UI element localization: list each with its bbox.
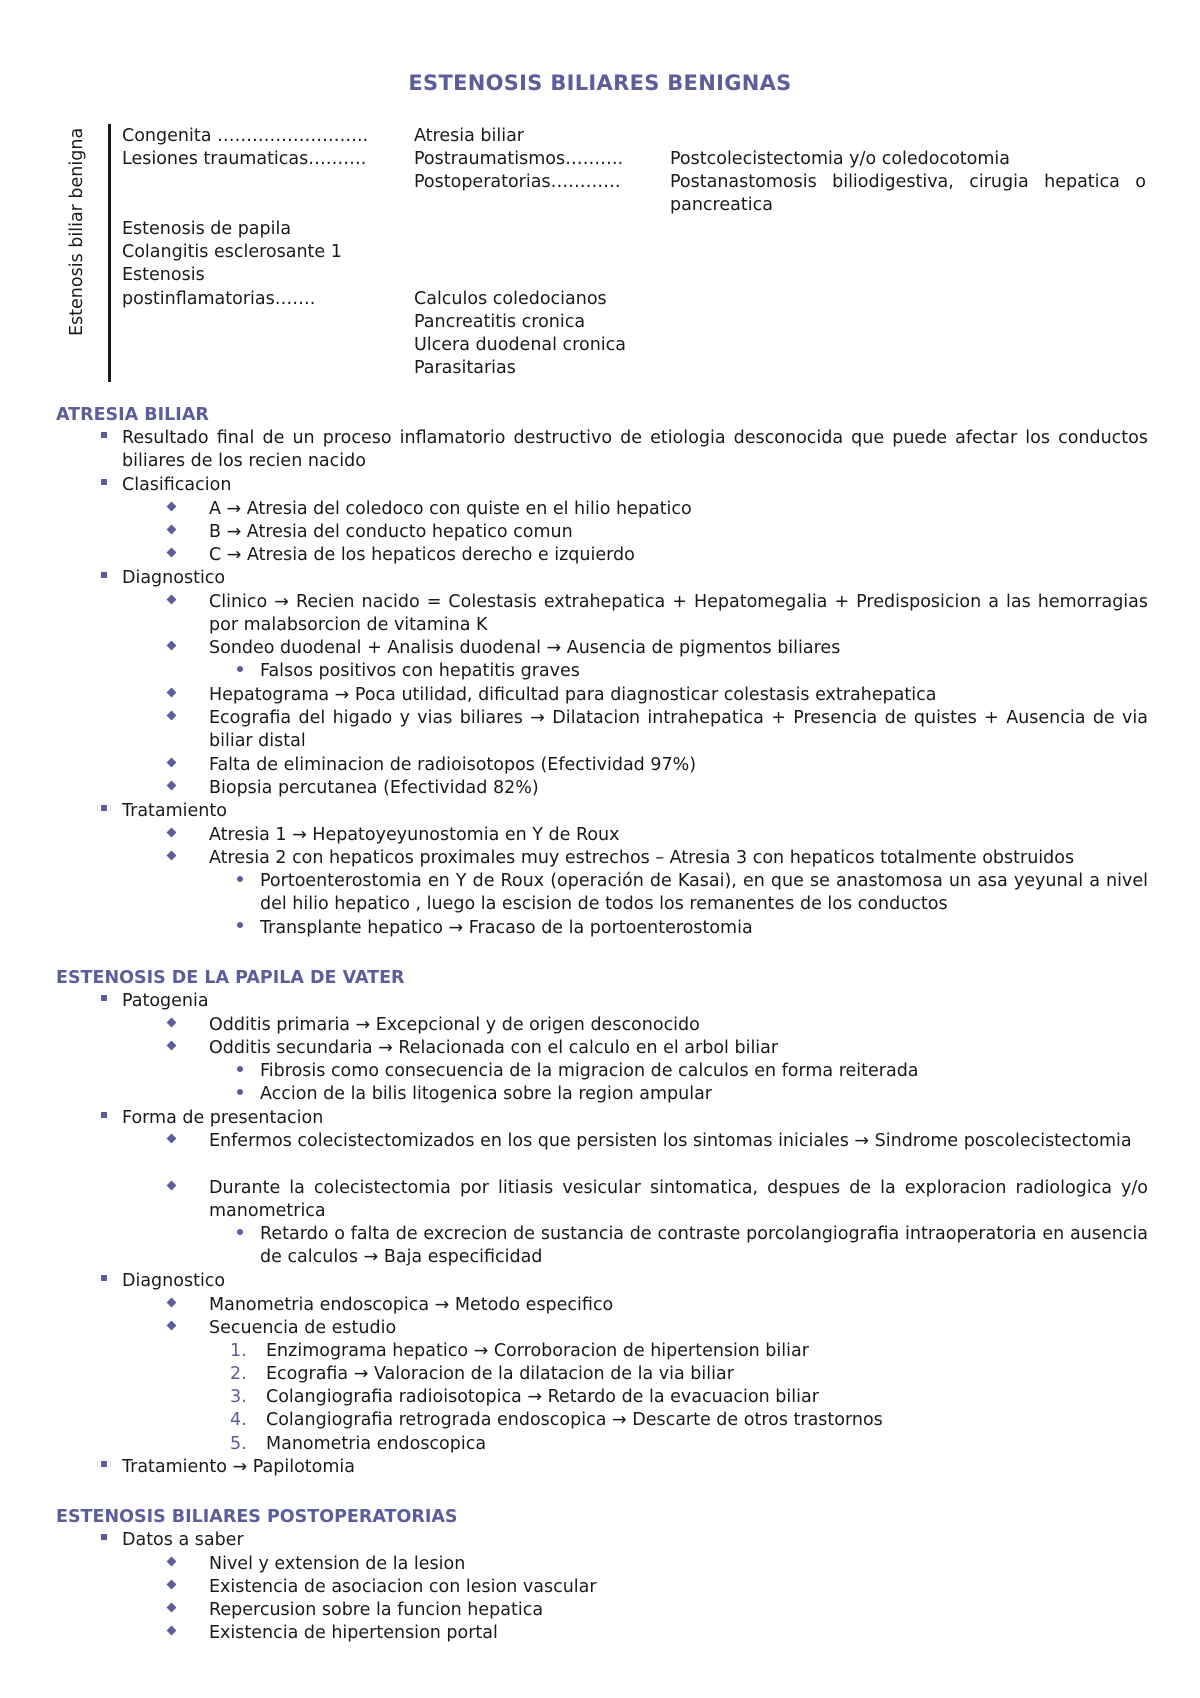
page-title: ESTENOSIS BILIARES BENIGNAS	[408, 71, 792, 95]
list-item: Odditis primaria → Excepcional y de origen desconocido	[209, 1015, 700, 1035]
list-item: Clasificacion	[122, 475, 232, 495]
section-heading-postop: ESTENOSIS BILIARES POSTOPERATORIAS	[56, 1507, 458, 1527]
diamond-bullet	[167, 1134, 177, 1144]
dot-bullet	[237, 876, 243, 882]
class-pancreatitis: Pancreatitis cronica	[414, 312, 586, 332]
list-item: Diagnostico	[122, 1271, 226, 1291]
number-label: 4.	[230, 1410, 247, 1430]
class-estenosis: Estenosis	[122, 265, 205, 285]
diamond-bullet	[167, 828, 177, 838]
class-lesiones: Lesiones traumaticas……….	[122, 149, 367, 169]
list-item: C → Atresia de los hepaticos derecho e izquierdo	[209, 545, 635, 565]
list-item: Retardo o falta de excrecion de sustancia de contraste porcolangiografia intraoperatoria en ausencia de calculos → Baja especificidad	[260, 1224, 1148, 1268]
list-item: Fibrosis como consecuencia de la migracion de calculos en forma reiterada	[260, 1061, 919, 1081]
diamond-bullet	[167, 851, 177, 861]
diamond-bullet	[167, 1018, 177, 1028]
list-item: Resultado final de un proceso inflamatorio destructivo de etiologia desconocida que puede afectar los conductos biliares de los recien nacido	[122, 428, 1148, 472]
dot-bullet	[237, 1066, 243, 1072]
list-item: Enzimograma hepatico → Corroboracion de hipertension biliar	[266, 1341, 809, 1361]
diamond-bullet	[167, 758, 177, 768]
section-heading-papila: ESTENOSIS DE LA PAPILA DE VATER	[56, 968, 405, 988]
diamond-bullet	[167, 548, 177, 558]
list-item: Colangiografia retrograda endoscopica → Descarte de otros trastornos	[266, 1410, 883, 1430]
diamond-bullet	[167, 1603, 177, 1613]
list-item: Accion de la bilis litogenica sobre la region ampular	[260, 1084, 713, 1104]
dot-bullet	[237, 922, 243, 928]
list-item: Falta de eliminacion de radioisotopos (Efectividad 97%)	[209, 755, 697, 775]
diamond-bullet	[167, 781, 177, 791]
list-item: B → Atresia del conducto hepatico comun	[209, 522, 573, 542]
list-item: Patogenia	[122, 991, 209, 1011]
dot-bullet	[237, 1089, 243, 1095]
class-parasitarias: Parasitarias	[414, 358, 516, 378]
class-postraumatismos: Postraumatismos……….	[414, 149, 624, 169]
list-item: Biopsia percutanea (Efectividad 82%)	[209, 778, 539, 798]
list-item: Ecografia → Valoracion de la dilatacion de la via biliar	[266, 1364, 734, 1384]
square-bullet	[101, 995, 107, 1001]
diamond-bullet	[167, 1557, 177, 1567]
square-bullet	[101, 1275, 107, 1281]
list-item: Atresia 1 → Hepatoyeyunostomia en Y de Roux	[209, 825, 620, 845]
number-label: 1.	[230, 1341, 247, 1361]
diamond-bullet	[167, 641, 177, 651]
diamond-bullet	[167, 1041, 177, 1051]
list-item: Clinico → Recien nacido = Colestasis extrahepatica + Hepatomegalia + Predisposicion a las hemorragias por malabsorcion de vitamina K	[209, 592, 1148, 636]
diamond-bullet	[167, 1298, 177, 1308]
diamond-bullet	[167, 711, 177, 721]
class-postanastomosis: Postanastomosis biliodigestiva, cirugia hepatica o pancreatica	[670, 172, 1146, 216]
square-bullet	[101, 1112, 107, 1118]
list-item: Sondeo duodenal + Analisis duodenal → Ausencia de pigmentos biliares	[209, 638, 841, 658]
diamond-bullet	[167, 688, 177, 698]
list-item: Nivel y extension de la lesion	[209, 1554, 466, 1574]
square-bullet	[101, 572, 107, 578]
square-bullet	[101, 805, 107, 811]
list-item: Hepatograma → Poca utilidad, dificultad para diagnosticar colestasis extrahepatica	[209, 685, 937, 705]
list-item: Colangiografia radioisotopica → Retardo de la evacuacion biliar	[266, 1387, 819, 1407]
list-item: A → Atresia del coledoco con quiste en el hilio hepatico	[209, 499, 692, 519]
list-item: Falsos positivos con hepatitis graves	[260, 661, 580, 681]
dot-bullet	[237, 666, 243, 672]
list-item: Durante la colecistectomia por litiasis vesicular sintomatica, despues de la exploracion radiologica y/o manometrica	[209, 1178, 1148, 1222]
diamond-bullet	[167, 502, 177, 512]
list-item: Enfermos colecistectomizados en los que persisten los sintomas iniciales → Sindrome poscolecistectomia	[209, 1131, 1132, 1151]
list-item: Datos a saber	[122, 1530, 244, 1550]
diamond-bullet	[167, 525, 177, 535]
list-item: Manometria endoscopica → Metodo especifico	[209, 1295, 614, 1315]
number-label: 2.	[230, 1364, 247, 1384]
side-label: Estenosis biliar benigna	[67, 127, 87, 336]
square-bullet	[101, 432, 107, 438]
class-ulcera: Ulcera duodenal cronica	[414, 335, 626, 355]
dot-bullet	[237, 1229, 243, 1235]
list-item: Diagnostico	[122, 568, 226, 588]
class-colangitis: Colangitis esclerosante 1	[122, 242, 342, 262]
class-postoperatorias: Postoperatorias…………	[414, 172, 621, 192]
list-item: Atresia 2 con hepaticos proximales muy estrechos – Atresia 3 con hepaticos totalmente obstruidos	[209, 848, 1075, 868]
list-item: Repercusion sobre la funcion hepatica	[209, 1600, 544, 1620]
square-bullet	[101, 479, 107, 485]
list-item: Odditis secundaria → Relacionada con el calculo en el arbol biliar	[209, 1038, 779, 1058]
square-bullet	[101, 1461, 107, 1467]
bracket-bar	[108, 124, 111, 382]
list-item: Ecografia del higado y vias biliares → Dilatacion intrahepatica + Presencia de quistes + Ausencia de via biliar distal	[209, 708, 1148, 752]
list-item: Secuencia de estudio	[209, 1318, 397, 1338]
diamond-bullet	[167, 1580, 177, 1590]
list-item: Transplante hepatico → Fracaso de la portoenterostomia	[260, 918, 753, 938]
class-congenita: Congenita ……………………..	[122, 126, 369, 146]
square-bullet	[101, 1534, 107, 1540]
list-item: Forma de presentacion	[122, 1108, 324, 1128]
list-item: Tratamiento	[122, 801, 227, 821]
class-calculos: Calculos coledocianos	[414, 289, 607, 309]
class-papila: Estenosis de papila	[122, 219, 292, 239]
list-item: Existencia de hipertension portal	[209, 1623, 498, 1643]
diamond-bullet	[167, 1626, 177, 1636]
class-atresia: Atresia biliar	[414, 126, 524, 146]
list-item: Manometria endoscopica	[266, 1434, 487, 1454]
diamond-bullet	[167, 595, 177, 605]
diamond-bullet	[167, 1181, 177, 1191]
list-item: Existencia de asociacion con lesion vascular	[209, 1577, 597, 1597]
section-heading-atresia: ATRESIA BILIAR	[56, 405, 209, 425]
number-label: 5.	[230, 1434, 247, 1454]
diamond-bullet	[167, 1321, 177, 1331]
class-postinflamatorias: postinflamatorias…….	[122, 289, 316, 309]
number-label: 3.	[230, 1387, 247, 1407]
list-item: Tratamiento → Papilotomia	[122, 1457, 355, 1477]
class-postcolecistectomia: Postcolecistectomia y/o coledocotomia	[670, 149, 1011, 169]
list-item: Portoenterostomia en Y de Roux (operación de Kasai), en que se anastomosa un asa yeyunal a nivel del hilio hepatico , luego la escision de todos los remanentes de los conductos	[260, 871, 1148, 915]
